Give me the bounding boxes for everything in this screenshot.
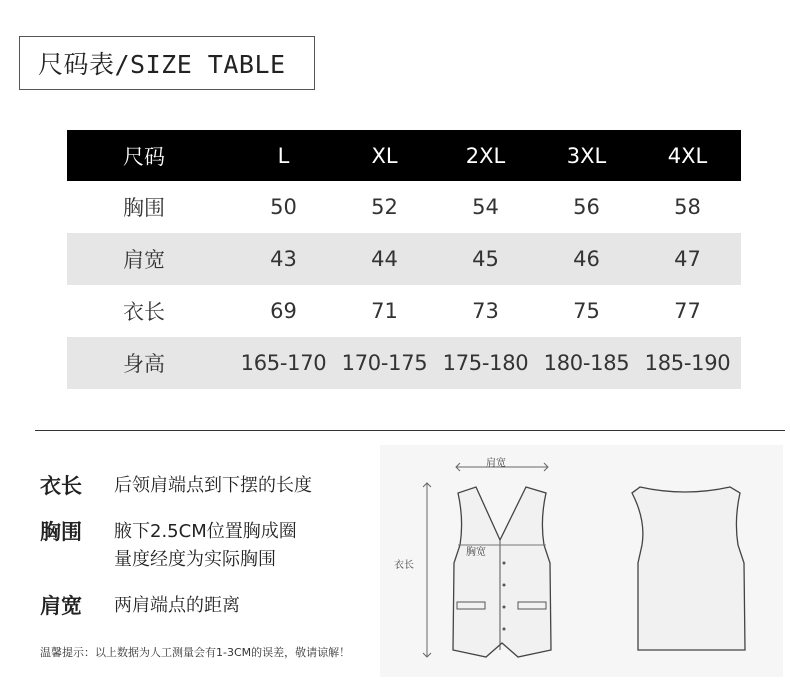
table-cell: 50	[270, 195, 297, 219]
footnote: 温馨提示：以上数据为人工测量会有1-3CM的误差，敬请谅解！	[40, 646, 351, 659]
vest-back	[632, 487, 745, 650]
table-cell: 56	[573, 195, 600, 219]
table-cell: 69	[270, 299, 297, 323]
table-cell: 54	[472, 195, 499, 219]
table-row-shoulder	[67, 233, 741, 285]
table-cell: 52	[371, 195, 398, 219]
table-cell: 73	[472, 299, 499, 323]
table-cell: 46	[573, 247, 600, 271]
note-desc: 两肩端点的距离	[114, 595, 240, 616]
table-cell: 71	[371, 299, 398, 323]
table-row-chest	[67, 181, 741, 233]
table-cell: 58	[674, 195, 701, 219]
title-box	[19, 36, 315, 90]
vest-diagram	[380, 445, 783, 677]
note-desc: 腋下2.5CM位置胸成圈	[114, 521, 297, 542]
table-row-height	[67, 337, 741, 389]
table-cell: 170-175	[341, 351, 428, 375]
row-label: 衣长	[123, 300, 165, 324]
header-cell: L	[277, 143, 290, 168]
row-label: 肩宽	[123, 248, 165, 272]
table-cell: 77	[674, 299, 701, 323]
header-cell: 2XL	[465, 143, 506, 168]
note-term: 胸围	[40, 520, 82, 544]
table-cell: 175-180	[442, 351, 529, 375]
table-cell: 75	[573, 299, 600, 323]
table-cell: 44	[371, 247, 398, 271]
table-row-length	[67, 285, 741, 337]
note-desc: 量度经度为实际胸围	[114, 549, 276, 570]
section-divider	[35, 430, 785, 431]
size-table	[67, 130, 741, 389]
header-cell: 尺码	[123, 144, 165, 169]
header-cell: XL	[371, 143, 398, 168]
table-cell: 185-190	[644, 351, 731, 375]
table-cell: 47	[674, 247, 701, 271]
length-label: 衣长	[394, 560, 414, 571]
table-header-row	[67, 130, 741, 181]
row-label: 胸围	[123, 196, 165, 220]
table-cell: 43	[270, 247, 297, 271]
note-term: 衣长	[40, 474, 82, 498]
note-term: 肩宽	[40, 594, 82, 618]
page-title: 尺码表/SIZE TABLE	[38, 50, 286, 79]
note-desc: 后领肩端点到下摆的长度	[114, 475, 312, 496]
vest-front	[453, 487, 551, 657]
table-cell: 180-185	[543, 351, 630, 375]
table-cell: 45	[472, 247, 499, 271]
header-cell: 3XL	[566, 143, 607, 168]
shoulder-label: 肩宽	[486, 458, 506, 469]
row-label: 身高	[123, 352, 165, 376]
header-cell: 4XL	[667, 143, 708, 168]
vest-illustration	[380, 445, 783, 677]
chest-label: 胸宽	[466, 547, 486, 558]
table-cell: 165-170	[240, 351, 327, 375]
